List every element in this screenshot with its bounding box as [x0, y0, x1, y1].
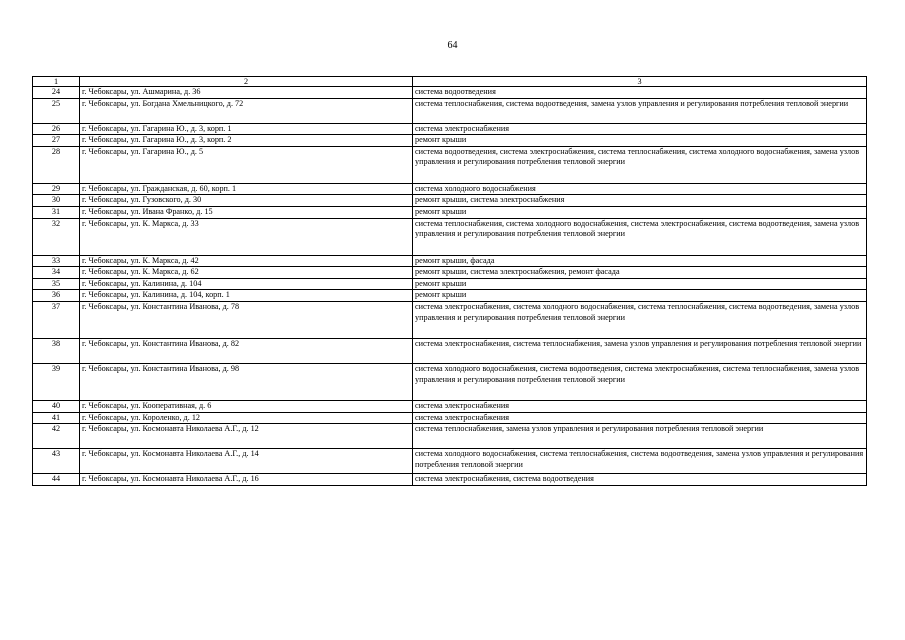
table-row [33, 290, 867, 302]
works-cell: система водоотведения, система электроснабжения, система теплоснабжения, система холодного водоснабжения, замена узлов управления и регулирования потребления тепловой энергии [413, 146, 867, 183]
row-number-cell: 30 [33, 195, 80, 207]
works-cell: система холодного водоснабжения, система теплоснабжения, система водоотведения, замена узлов управления и регулирования потребления тепловой энергии [413, 449, 867, 474]
address-cell: г. Чебоксары, ул. Константина Иванова, д. 98 [80, 363, 413, 400]
row-number-cell: 44 [33, 474, 80, 486]
row-number-cell: 42 [33, 424, 80, 449]
table-row [33, 98, 867, 123]
header-cell-works: 3 [413, 77, 867, 87]
address-cell: г. Чебоксары, ул. Калинина, д. 104, корп. 1 [80, 290, 413, 302]
table-row [33, 87, 867, 99]
row-number-cell: 24 [33, 87, 80, 99]
table-row [33, 278, 867, 290]
works-cell: система электроснабжения [413, 400, 867, 412]
works-cell: ремонт крыши, система электроснабжения [413, 195, 867, 207]
row-number-cell: 33 [33, 255, 80, 267]
works-cell: ремонт крыши, фасада [413, 255, 867, 267]
address-cell: г. Чебоксары, ул. Космонавта Николаева А.Г., д. 14 [80, 449, 413, 474]
table-row [33, 195, 867, 207]
table-row [33, 412, 867, 424]
row-number-cell: 39 [33, 363, 80, 400]
works-cell: система теплоснабжения, система водоотведения, замена узлов управления и регулирования потребления тепловой энергии [413, 98, 867, 123]
works-cell: система теплоснабжения, система холодного водоснабжения, система электроснабжения, система водоотведения, замена узлов управления и регулирования потребления тепловой энергии [413, 218, 867, 255]
row-number-cell: 37 [33, 301, 80, 338]
address-cell: г. Чебоксары, ул. К. Маркса, д. 33 [80, 218, 413, 255]
table-row [33, 123, 867, 135]
address-cell: г. Чебоксары, ул. Короленко, д. 12 [80, 412, 413, 424]
row-number-cell: 32 [33, 218, 80, 255]
row-number-cell: 41 [33, 412, 80, 424]
address-cell: г. Чебоксары, ул. Гражданская, д. 60, корп. 1 [80, 183, 413, 195]
works-cell: ремонт крыши [413, 290, 867, 302]
table-header-row [33, 77, 867, 87]
row-number-cell: 34 [33, 267, 80, 279]
works-table [32, 76, 867, 486]
address-cell: г. Чебоксары, ул. Константина Иванова, д. 78 [80, 301, 413, 338]
table-row [33, 206, 867, 218]
row-number-cell: 36 [33, 290, 80, 302]
works-cell: система электроснабжения, система водоотведения [413, 474, 867, 486]
works-cell: ремонт крыши [413, 135, 867, 147]
address-cell: г. Чебоксары, ул. Космонавта Николаева А.Г., д. 16 [80, 474, 413, 486]
table-row [33, 424, 867, 449]
address-cell: г. Чебоксары, ул. К. Маркса, д. 42 [80, 255, 413, 267]
table-row [33, 474, 867, 486]
row-number-cell: 26 [33, 123, 80, 135]
works-cell: система электроснабжения [413, 412, 867, 424]
row-number-cell: 29 [33, 183, 80, 195]
works-cell: ремонт крыши [413, 278, 867, 290]
row-number-cell: 28 [33, 146, 80, 183]
table-row [33, 255, 867, 267]
row-number-cell: 27 [33, 135, 80, 147]
works-cell: ремонт крыши [413, 206, 867, 218]
row-number-cell: 43 [33, 449, 80, 474]
row-number-cell: 25 [33, 98, 80, 123]
table-row [33, 267, 867, 279]
works-cell: система холодного водоснабжения, система водоотведения, система электроснабжения, система теплоснабжения, замена узлов управления и регулирования потребления тепловой энергии [413, 363, 867, 400]
address-cell: г. Чебоксары, ул. Калинина, д. 104 [80, 278, 413, 290]
row-number-cell: 38 [33, 338, 80, 363]
table-row [33, 218, 867, 255]
address-cell: г. Чебоксары, ул. Константина Иванова, д. 82 [80, 338, 413, 363]
address-cell: г. Чебоксары, ул. Гагарина Ю., д. 3, корп. 2 [80, 135, 413, 147]
table-row [33, 135, 867, 147]
address-cell: г. Чебоксары, ул. Гузовского, д. 30 [80, 195, 413, 207]
address-cell: г. Чебоксары, ул. Космонавта Николаева А.Г., д. 12 [80, 424, 413, 449]
address-cell: г. Чебоксары, ул. Ивана Франко, д. 15 [80, 206, 413, 218]
table-row [33, 183, 867, 195]
address-cell: г. Чебоксары, ул. Ашмарина, д. 36 [80, 87, 413, 99]
table-row [33, 449, 867, 474]
works-cell: система холодного водоснабжения [413, 183, 867, 195]
works-cell: ремонт крыши, система электроснабжения, ремонт фасада [413, 267, 867, 279]
table-row [33, 363, 867, 400]
works-cell: система электроснабжения, система холодного водоснабжения, система теплоснабжения, система водоотведения, замена узлов управления и регулирования потребления тепловой энергии [413, 301, 867, 338]
table-row [33, 301, 867, 338]
header-cell-number: 1 [33, 77, 80, 87]
address-cell: г. Чебоксары, ул. Богдана Хмельницкого, д. 72 [80, 98, 413, 123]
works-cell: система электроснабжения, система теплоснабжения, замена узлов управления и регулирования потребления тепловой энергии [413, 338, 867, 363]
works-cell: система водоотведения [413, 87, 867, 99]
address-cell: г. Чебоксары, ул. Кооперативная, д. 6 [80, 400, 413, 412]
row-number-cell: 35 [33, 278, 80, 290]
works-cell: система теплоснабжения, замена узлов управления и регулирования потребления тепловой энергии [413, 424, 867, 449]
address-cell: г. Чебоксары, ул. Гагарина Ю., д. 5 [80, 146, 413, 183]
row-number-cell: 40 [33, 400, 80, 412]
works-cell: система электроснабжения [413, 123, 867, 135]
header-cell-address: 2 [80, 77, 413, 87]
table-row [33, 400, 867, 412]
table-row [33, 146, 867, 183]
page-number: 64 [447, 40, 458, 51]
address-cell: г. Чебоксары, ул. Гагарина Ю., д. 3, корп. 1 [80, 123, 413, 135]
table-row [33, 338, 867, 363]
row-number-cell: 31 [33, 206, 80, 218]
works-table-body [33, 77, 867, 486]
address-cell: г. Чебоксары, ул. К. Маркса, д. 62 [80, 267, 413, 279]
